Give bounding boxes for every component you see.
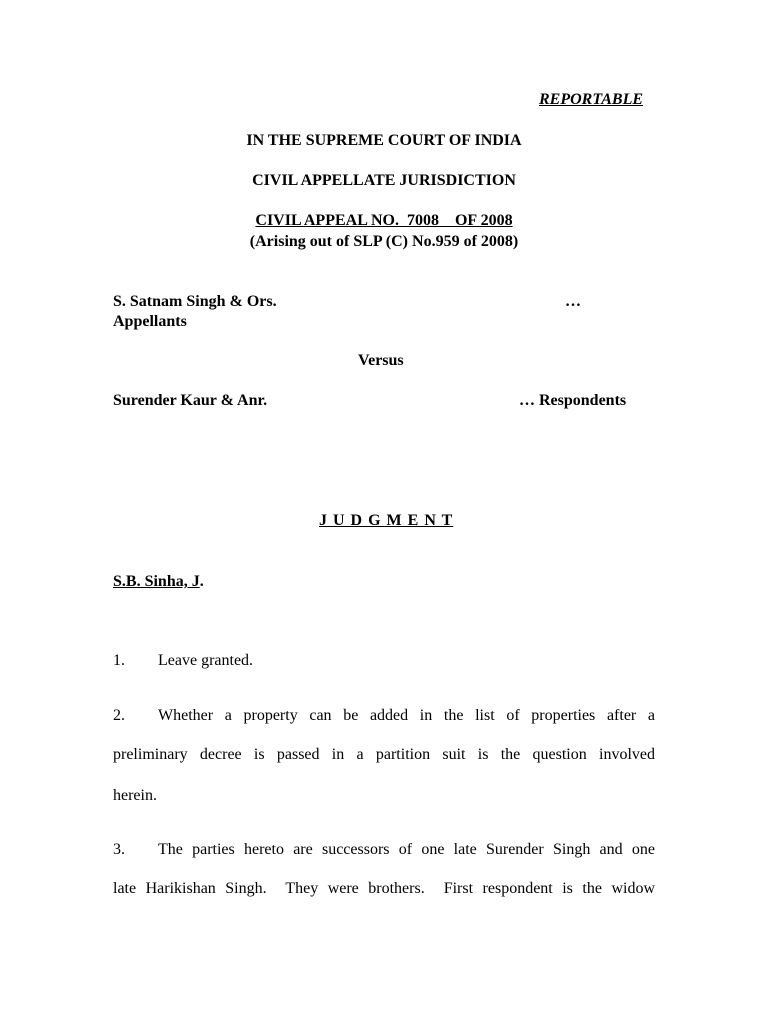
paragraph-1-text: Leave granted. <box>158 652 254 669</box>
court-title: IN THE SUPREME COURT OF INDIA <box>246 132 522 149</box>
judge-suffix: . <box>199 573 204 590</box>
appellant-role: Appellants <box>113 313 187 330</box>
arising-from: (Arising out of SLP (C) No.959 of 2008) <box>249 233 519 250</box>
reportable-label: REPORTABLE <box>539 91 644 108</box>
respondent-name: Surender Kaur & Anr. <box>113 392 268 409</box>
paragraph-3-line-2: late Harikishan Singh. They were brothers. First respondent is the widow <box>113 880 655 897</box>
paragraph-1-number: 1. <box>113 652 125 669</box>
paragraph-2-line-2: preliminary decree is passed in a partition suit is the question involved <box>113 746 655 763</box>
paragraph-2-line-1 <box>113 706 655 726</box>
versus-label: Versus <box>358 352 404 369</box>
judge-line <box>113 572 204 592</box>
judgment-title: J U D G M E N T <box>319 512 454 529</box>
paragraph-2-number: 2. <box>113 707 125 724</box>
appellant-ellipsis: … <box>565 293 581 310</box>
respondent-role: … Respondents <box>519 392 627 409</box>
appellant-name: S. Satnam Singh & Ors. <box>113 293 277 310</box>
jurisdiction-title: CIVIL APPELLATE JURISDICTION <box>252 172 516 189</box>
paragraph-2-text-1: Whether a property can be added in the list of properties after a <box>158 707 655 724</box>
paragraph-2-line-3: herein. <box>113 787 157 804</box>
paragraph-1 <box>113 651 253 671</box>
paragraph-3-line-1 <box>113 840 655 860</box>
judge-name: S.B. Sinha, J <box>113 573 200 590</box>
paragraph-3-number: 3. <box>113 841 125 858</box>
appeal-number: CIVIL APPEAL NO. 7008 OF 2008 <box>255 212 513 229</box>
paragraph-3-text-1: The parties hereto are successors of one late Surender Singh and one <box>158 841 655 858</box>
